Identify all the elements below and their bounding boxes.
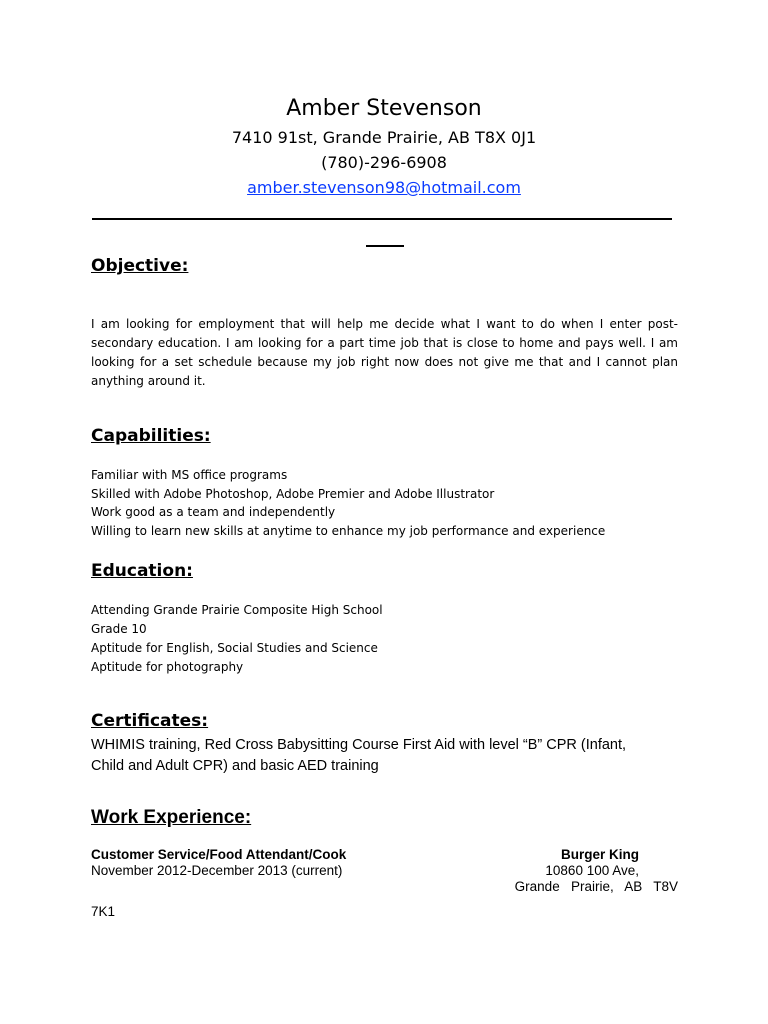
education-heading: Education: bbox=[91, 561, 193, 581]
applicant-phone: (780)-296-6908 bbox=[321, 153, 447, 172]
education-item: Grade 10 bbox=[91, 622, 147, 636]
job-dates: November 2012-December 2013 (current) bbox=[91, 863, 343, 878]
employer-address-line-3: 7K1 bbox=[91, 904, 116, 919]
applicant-name: Amber Stevenson bbox=[286, 96, 482, 121]
capability-item: Familiar with MS office programs bbox=[91, 468, 288, 482]
job-title: Customer Service/Food Attendant/Cook bbox=[91, 847, 347, 862]
capability-item: Willing to learn new skills at anytime to enhance my job performance and experience bbox=[91, 524, 606, 538]
applicant-address: 7410 91st, Grande Prairie, AB T8X 0J1 bbox=[231, 128, 537, 147]
education-item: Attending Grande Prairie Composite High School bbox=[91, 603, 383, 617]
applicant-email-container bbox=[0, 178, 768, 197]
capabilities-heading: Capabilities: bbox=[91, 426, 211, 446]
education-item: Aptitude for photography bbox=[91, 660, 244, 674]
capability-item: Skilled with Adobe Photoshop, Adobe Premier and Adobe Illustrator bbox=[91, 487, 495, 501]
objective-text: I am looking for employment that will help me decide what I want to do when I enter post-secondary education. I am looking for a part time job that is close to home and pays well. I am looking for a set schedule because my job right now does not give me that and I cannot plan anything around it. bbox=[91, 317, 678, 388]
capability-item: Work good as a team and independently bbox=[91, 505, 336, 519]
header-divider-continuation bbox=[366, 245, 404, 247]
applicant-email-link[interactable]: amber.stevenson98@hotmail.com bbox=[247, 178, 521, 197]
certificates-heading: Certificates: bbox=[91, 711, 209, 731]
employer-address-line-1: 10860 100 Ave, bbox=[545, 863, 639, 878]
employer-address-line-2: Grande Prairie, AB T8V bbox=[514, 879, 678, 894]
objective-heading: Objective: bbox=[91, 256, 189, 276]
work-experience-heading: Work Experience: bbox=[91, 807, 252, 828]
certificates-line-1: WHIMIS training, Red Cross Babysitting Course First Aid with level “B” CPR (Infant, bbox=[91, 737, 627, 753]
education-item: Aptitude for English, Social Studies and Science bbox=[91, 641, 378, 655]
header-divider bbox=[92, 218, 672, 220]
certificates-line-2: Child and Adult CPR) and basic AED training bbox=[91, 758, 379, 774]
employer-name: Burger King bbox=[560, 847, 639, 862]
